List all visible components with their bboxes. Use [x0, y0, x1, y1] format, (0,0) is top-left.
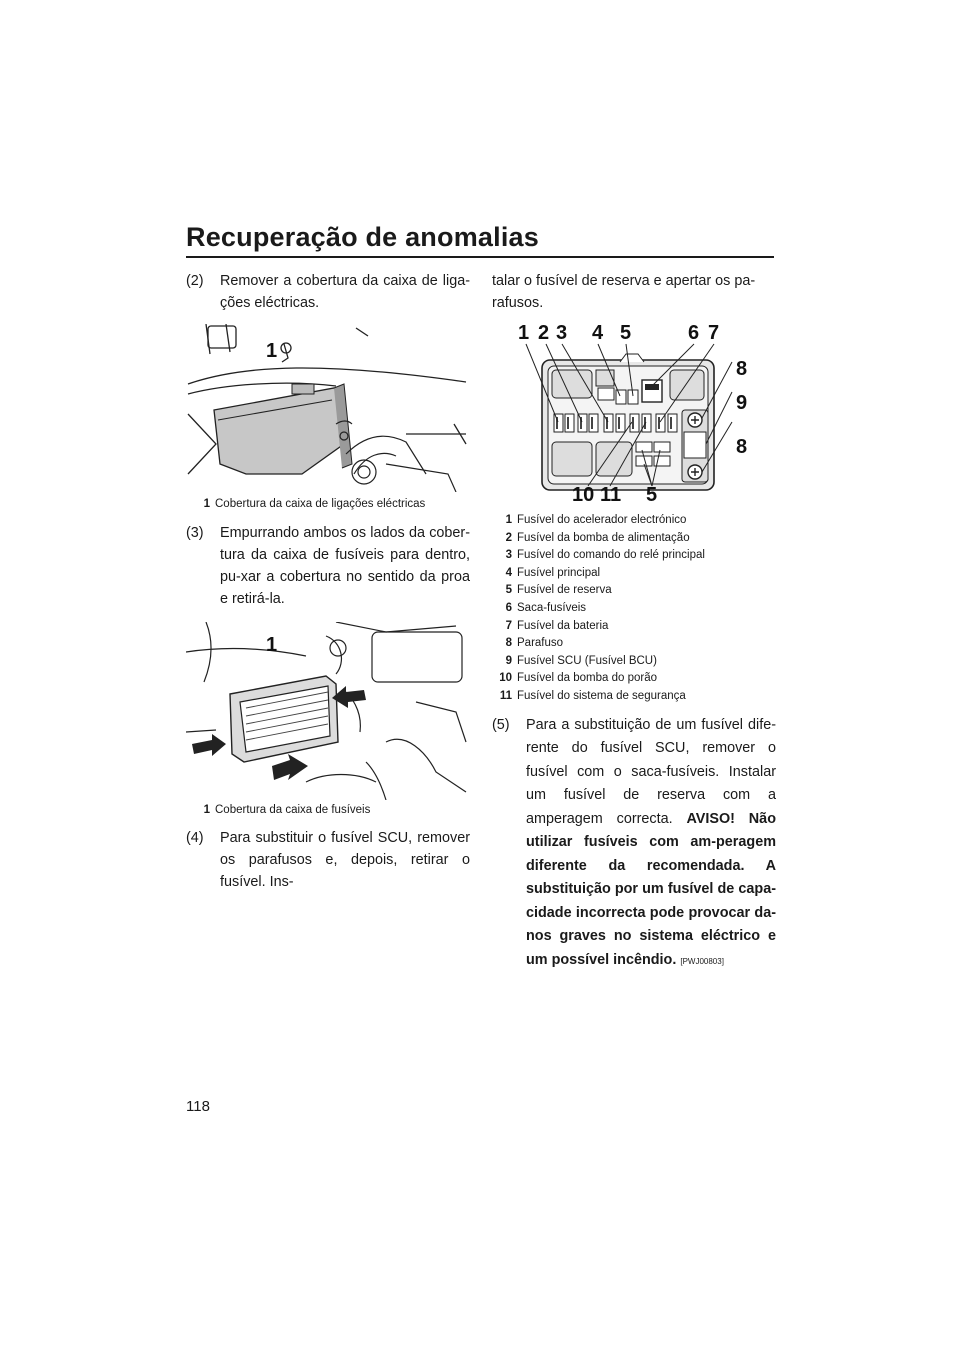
legend-number: 1 [505, 514, 512, 526]
figure-3-callout-3: 3 [556, 322, 568, 344]
figure-2-caption-text: Cobertura da caixa de fusíveis [215, 803, 371, 816]
legend-item [492, 565, 776, 583]
legend-text: Fusível de reserva [517, 584, 612, 597]
fuse-layout-diagram [492, 322, 776, 508]
step-4 [186, 827, 470, 893]
legend-item [492, 582, 776, 600]
left-column [186, 270, 470, 893]
figure-3-callout-7: 7 [708, 322, 720, 344]
step-5-number: (5) [492, 716, 510, 733]
figure-3-callout-8-top: 8 [736, 358, 748, 380]
legend-number: 4 [505, 566, 512, 579]
figure-1-callout-1: 1 [266, 340, 278, 362]
figure-junction-box [186, 324, 470, 492]
legend-item [492, 670, 776, 688]
legend-number: 9 [505, 654, 512, 667]
legend-item [492, 618, 776, 636]
legend-number: 11 [499, 689, 512, 702]
figure-1-caption-text: Cobertura da caixa de ligações eléctricas [215, 498, 426, 510]
legend-number: 2 [505, 531, 512, 544]
legend-text: Fusível da bateria [517, 619, 609, 632]
step-5-reference-code: [PWJ00803] [680, 956, 724, 966]
step-3-number: (3) [186, 524, 204, 541]
legend-number: 3 [505, 549, 512, 562]
figure-3-callout-6: 6 [688, 322, 700, 344]
legend-text: Fusível SCU (Fusível BCU) [517, 654, 657, 667]
figure-3-callout-5-top: 5 [620, 322, 632, 344]
step-2 [186, 270, 470, 314]
junction-box-illustration [186, 324, 470, 492]
right-column [492, 270, 776, 973]
legend-text: Fusível principal [517, 566, 601, 579]
legend-text: Saca-fusíveis [517, 601, 587, 614]
legend-item [492, 547, 776, 565]
page-title: Recuperação de anomalias [186, 222, 539, 252]
figure-1-caption [186, 496, 470, 514]
figure-3-callout-2: 2 [538, 322, 550, 344]
figure-3-callout-5-bottom: 5 [646, 484, 658, 506]
legend-item [492, 600, 776, 618]
step-4-continued: talar o fusível de reserva e apertar os pa-rafusos. [492, 273, 756, 311]
figure-3-callout-8-bottom: 8 [736, 436, 748, 458]
step-3-text: Empurrando ambos os lados da cober-tura da caixa de fusíveis para dentro, pu-xar a cobertura no sentido da proa e retirá-la. [220, 524, 470, 607]
figure-fuse-layout [492, 322, 776, 508]
legend-text: Fusível do sistema de segurança [517, 689, 686, 702]
legend-number: 7 [505, 619, 512, 632]
legend-text: Fusível do comando do relé principal [517, 549, 705, 562]
step-4-text: Para substituir o fusível SCU, remover os parafusos e, depois, retirar o fusível. Ins- [220, 830, 470, 890]
legend-text: Fusível da bomba do porão [517, 672, 658, 685]
legend-item [492, 688, 776, 706]
figure-3-callout-1: 1 [518, 322, 530, 344]
figure-3-callout-9: 9 [736, 392, 748, 414]
figure-2-caption [186, 802, 470, 820]
step-3 [186, 522, 470, 610]
step-2-number: (2) [186, 273, 204, 289]
legend-text: Parafuso [517, 637, 564, 650]
legend-text: Fusível do acelerador electrónico [517, 514, 687, 526]
legend-text: Fusível da bomba de alimentação [517, 531, 690, 544]
figure-3-legend [492, 512, 776, 706]
legend-item [492, 653, 776, 671]
fuse-box-illustration [186, 622, 470, 800]
figure-2-caption-number: 1 [203, 803, 210, 816]
step-5-warning: AVISO! Não utilizar fusíveis com am-peragem diferente da recomendada. A substituição por um fusível de capa-cidade incorrecta pode provocar da-nos graves no sistema eléctrico e um possível incêndio. [526, 810, 776, 968]
legend-number: 8 [505, 637, 512, 650]
legend-item [492, 512, 776, 530]
figure-2-callout-1: 1 [266, 633, 278, 656]
legend-item [492, 635, 776, 653]
step-4-number: (4) [186, 830, 204, 846]
figure-3-callout-10: 10 [572, 484, 595, 506]
legend-number: 10 [499, 672, 512, 685]
figure-1-caption-number: 1 [203, 498, 210, 510]
legend-item [492, 530, 776, 548]
figure-3-callout-4: 4 [592, 322, 604, 344]
header-rule [186, 256, 774, 258]
page-number: 118 [186, 1098, 210, 1115]
legend-number: 5 [505, 584, 512, 597]
step-5-text: Para a substituição de um fusível dife-rente do fusível SCU, remover o fusível com o saca-fusíveis. Instalar um fusível de reserva com a amperagem correcta. [526, 716, 776, 827]
figure-fuse-box [186, 622, 470, 800]
legend-number: 6 [505, 601, 512, 614]
step-5 [492, 714, 776, 974]
figure-3-callout-11: 11 [600, 484, 622, 506]
step-2-text: Remover a cobertura da caixa de liga-ções eléctricas. [220, 273, 470, 311]
